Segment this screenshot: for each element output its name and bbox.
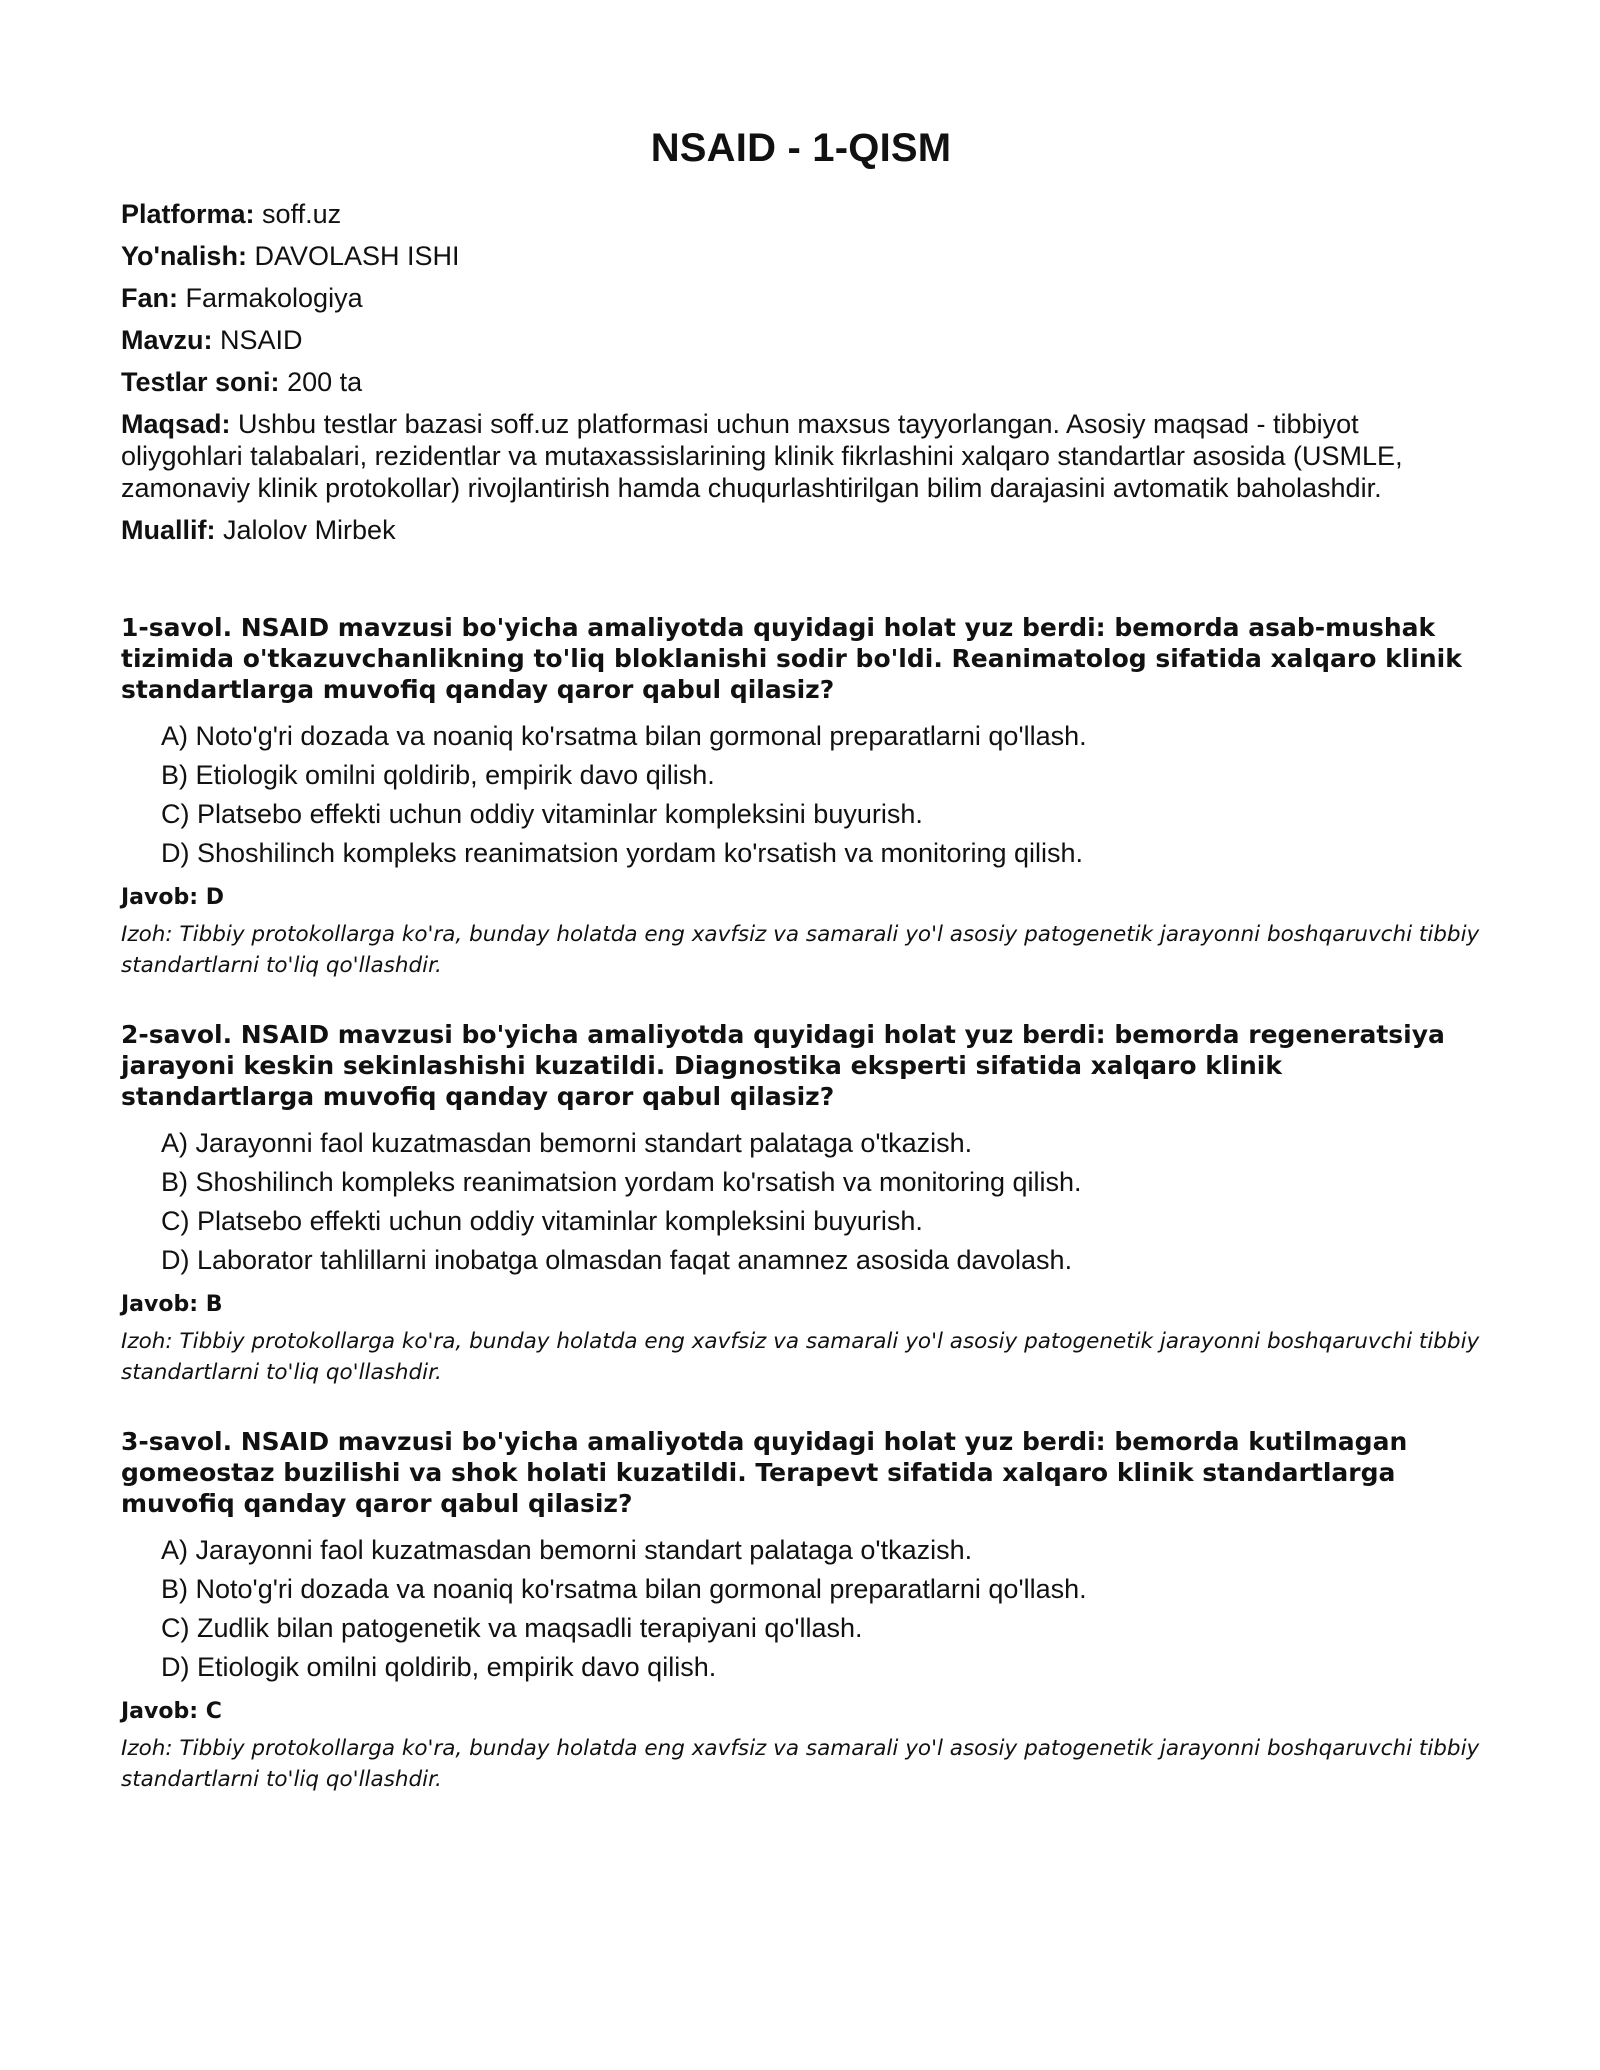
meta-key: Platforma: bbox=[121, 199, 255, 229]
meta-author bbox=[121, 514, 1481, 546]
meta-value: Ushbu testlar bazasi soff.uz platformasi uchun maxsus tayyorlangan. Asosiy maqsad - tibbiyot oliygohlari talabalari, rezidentlar va mutaxassislarining klinik fikrlashini xalqaro standartlar asosida (USMLE, zamonaviy klinik protokollar) rivojlantirish hamda chuqurlashtirilgan bilim darajasini avtomatik baholashdir. bbox=[121, 409, 1403, 503]
meta-key: Mavzu: bbox=[121, 325, 213, 355]
meta-value: soff.uz bbox=[262, 199, 342, 229]
meta-direction bbox=[121, 240, 1481, 272]
explanation-text: Izoh: Tibbiy protokollarga ko'ra, bunday holatda eng xavfsiz va samarali yo'l asosiy patogenetik jarayonni boshqaruvchi tibbiy standartlarni to'liq qo'llashdir. bbox=[121, 1736, 1480, 1792]
option-a: A) Jarayonni faol kuzatmasdan bemorni standart palataga o'tkazish. bbox=[161, 1128, 973, 1158]
answer-key: Javob: B bbox=[121, 1292, 223, 1317]
meta-value: Jalolov Mirbek bbox=[223, 515, 396, 545]
answer-key: Javob: C bbox=[121, 1699, 222, 1724]
meta-key: Yo'nalish: bbox=[121, 241, 247, 271]
meta-key: Maqsad: bbox=[121, 409, 231, 439]
option-c: C) Platsebo effekti uchun oddiy vitaminlar kompleksini buyurish. bbox=[161, 1206, 923, 1236]
option-d: D) Shoshilinch kompleks reanimatsion yordam ko'rsatish va monitoring qilish. bbox=[161, 838, 1084, 868]
meta-test-count bbox=[121, 366, 1481, 398]
answer-options bbox=[161, 1124, 1481, 1280]
document-title: NSAID - 1-QISM bbox=[650, 126, 952, 170]
option-b: B) Noto'g'ri dozada va noaniq ko'rsatma bilan gormonal preparatlarni qo'llash. bbox=[161, 1574, 1087, 1604]
option-c: C) Zudlik bilan patogenetik va maqsadli terapiyani qo'llash. bbox=[161, 1613, 863, 1643]
question-text: 1-savol. NSAID mavzusi bo'yicha amaliyotda quyidagi holat yuz berdi: bemorda asab-mushak tizimida o'tkazuvchanlikning to'liq bloklanishi sodir bo'ldi. Reanimatolog sifatida xalqaro klinik standartlarga muvofiq qanday qaror qabul qilasiz? bbox=[121, 613, 1462, 704]
option-d: D) Etiologik omilni qoldirib, empirik davo qilish. bbox=[161, 1652, 717, 1682]
meta-goal bbox=[121, 408, 1481, 504]
meta-value: 200 ta bbox=[287, 367, 363, 397]
meta-key: Testlar soni: bbox=[121, 367, 280, 397]
meta-topic bbox=[121, 324, 1481, 356]
meta-value: DAVOLASH ISHI bbox=[254, 241, 460, 271]
option-b: B) Shoshilinch kompleks reanimatsion yordam ko'rsatish va monitoring qilish. bbox=[161, 1167, 1082, 1197]
question-text: 3-savol. NSAID mavzusi bo'yicha amaliyotda quyidagi holat yuz berdi: bemorda kutilmagan gomeostaz buzilishi va shok holati kuzatildi. Terapevt sifatida xalqaro klinik standartlarga muvofiq qanday qaror qabul qilasiz? bbox=[121, 1427, 1408, 1518]
meta-subject bbox=[121, 282, 1481, 314]
option-c: C) Platsebo effekti uchun oddiy vitaminlar kompleksini buyurish. bbox=[161, 799, 923, 829]
question-text: 2-savol. NSAID mavzusi bo'yicha amaliyotda quyidagi holat yuz berdi: bemorda regeneratsiya jarayoni keskin sekinlashishi kuzatildi. Diagnostika eksperti sifatida xalqaro klinik standartlarga muvofiq qanday qaror qabul qilasiz? bbox=[121, 1020, 1445, 1111]
question-block bbox=[121, 1426, 1481, 1795]
meta-key: Muallif: bbox=[121, 515, 216, 545]
meta-value: Farmakologiya bbox=[185, 283, 363, 313]
explanation-text: Izoh: Tibbiy protokollarga ko'ra, bunday holatda eng xavfsiz va samarali yo'l asosiy patogenetik jarayonni boshqaruvchi tibbiy standartlarni to'liq qo'llashdir. bbox=[121, 922, 1480, 978]
document-page bbox=[121, 118, 1481, 1833]
answer-key: Javob: D bbox=[121, 885, 224, 910]
meta-key: Fan: bbox=[121, 283, 178, 313]
question-block bbox=[121, 612, 1481, 981]
option-a: A) Jarayonni faol kuzatmasdan bemorni standart palataga o'tkazish. bbox=[161, 1535, 973, 1565]
meta-value: NSAID bbox=[220, 325, 303, 355]
option-d: D) Laborator tahlillarni inobatga olmasdan faqat anamnez asosida davolash. bbox=[161, 1245, 1073, 1275]
option-a: A) Noto'g'ri dozada va noaniq ko'rsatma bilan gormonal preparatlarni qo'llash. bbox=[161, 721, 1087, 751]
explanation-text: Izoh: Tibbiy protokollarga ko'ra, bunday holatda eng xavfsiz va samarali yo'l asosiy patogenetik jarayonni boshqaruvchi tibbiy standartlarni to'liq qo'llashdir. bbox=[121, 1329, 1480, 1385]
section-spacer bbox=[121, 556, 1481, 612]
answer-options bbox=[161, 1531, 1481, 1687]
question-block bbox=[121, 1019, 1481, 1388]
option-b: B) Etiologik omilni qoldirib, empirik davo qilish. bbox=[161, 760, 715, 790]
metadata-section bbox=[121, 198, 1481, 546]
answer-options bbox=[161, 717, 1481, 873]
meta-platform bbox=[121, 198, 1481, 230]
